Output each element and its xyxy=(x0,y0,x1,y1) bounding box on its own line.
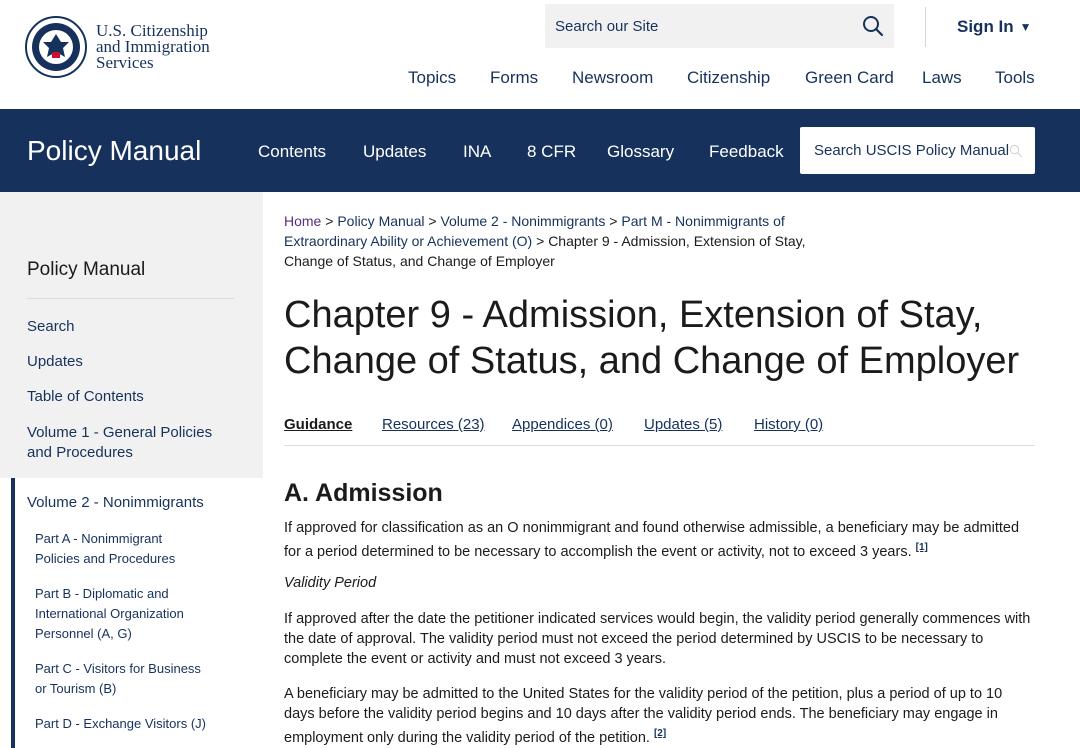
search-icon[interactable] xyxy=(862,15,884,37)
top-nav-tools[interactable]: Tools xyxy=(995,68,1035,87)
paragraph-beneficiary xyxy=(284,684,1035,748)
page-title-line2: Change of Status, and Change of Employer xyxy=(284,340,1020,382)
paragraph-admission xyxy=(284,518,1035,562)
site-search-placeholder: Search our Site xyxy=(555,17,659,35)
agency-line2: and Immigration xyxy=(96,37,210,56)
breadcrumb-row3 xyxy=(284,251,854,271)
sidebar-item-part-b[interactable] xyxy=(35,584,215,644)
section-heading: A. Admission xyxy=(284,479,443,507)
volume1-line1: Volume 1 - General Policies xyxy=(27,424,213,441)
sidebar-item-volume-2[interactable]: Volume 2 - Nonimmigrants xyxy=(27,494,204,511)
paragraph-beneficiary-text: A beneficiary may be admitted to the United States for the validity period of the petition, plus a period of up to 10 days before the validity period begins and 10 days after the validity period ends. The beneficiary may engage in employment only during the validity period of the petition. xyxy=(284,686,1003,746)
pm-nav-glossary[interactable]: Glossary xyxy=(607,142,675,161)
breadcrumb-separator: > xyxy=(325,213,334,229)
sidebar-title: Policy Manual xyxy=(27,259,146,280)
pm-nav-ina[interactable]: INA xyxy=(463,142,492,161)
sidebar-item-part-c[interactable] xyxy=(35,659,215,699)
sign-in-button[interactable] xyxy=(925,7,1032,47)
paragraph-validity: If approved after the date the petitioner indicated services would begin, the validity period generally commences with the date of approval. The validity period must not exceed the period determined by USCIS to be necessary to complete the event or activity and must not exceed 3 years. xyxy=(284,611,1031,667)
breadcrumb-part-line2[interactable]: Extraordinary Ability or Achievement (O) xyxy=(284,233,533,249)
part-a-line1: Part A - Nonimmigrant xyxy=(35,531,163,546)
part-a-line2: Policies and Procedures xyxy=(35,551,176,566)
sidebar-item-search[interactable]: Search xyxy=(27,318,75,335)
sidebar-item-part-a[interactable] xyxy=(35,529,215,569)
tab-history[interactable]: History (0) xyxy=(754,416,824,433)
pm-nav-updates[interactable]: Updates xyxy=(363,142,427,161)
site-search-input[interactable] xyxy=(545,4,894,48)
sidebar-divider xyxy=(27,298,234,299)
breadcrumb-policy-manual[interactable]: Policy Manual xyxy=(337,213,425,229)
page-title-line1: Chapter 9 - Admission, Extension of Stay, xyxy=(284,294,983,336)
sidebar-item-updates[interactable]: Updates xyxy=(27,353,83,370)
footnote-link-1[interactable]: [1] xyxy=(915,542,928,553)
tab-guidance[interactable]: Guidance xyxy=(284,416,353,433)
breadcrumb xyxy=(284,211,854,271)
breadcrumb-row2 xyxy=(284,231,854,251)
top-nav-newsroom[interactable]: Newsroom xyxy=(572,68,654,87)
page-title xyxy=(284,292,1044,384)
agency-name xyxy=(96,23,210,71)
breadcrumb-current-line2: Change of Status, and Change of Employer xyxy=(284,253,555,269)
agency-line1: U.S. Citizenship xyxy=(96,21,208,40)
policy-manual-title[interactable]: Policy Manual xyxy=(27,135,202,166)
breadcrumb-current-line1: Chapter 9 - Admission, Extension of Stay, xyxy=(548,233,806,249)
sidebar-item-table-of-contents[interactable]: Table of Contents xyxy=(27,388,144,405)
search-icon[interactable] xyxy=(1009,141,1023,161)
top-nav-forms[interactable]: Forms xyxy=(490,68,539,87)
breadcrumb-volume[interactable]: Volume 2 - Nonimmigrants xyxy=(440,213,606,229)
footnote-link-2[interactable]: [2] xyxy=(653,728,667,739)
top-nav xyxy=(0,68,1080,92)
tab-appendices[interactable]: Appendices (0) xyxy=(512,416,613,433)
part-c-line1: Part C - Visitors for Business xyxy=(35,661,201,676)
part-c-line2: or Tourism (B) xyxy=(35,681,117,696)
validity-period-heading: Validity Period xyxy=(284,575,377,591)
breadcrumb-part-line1[interactable]: Part M - Nonimmigrants of xyxy=(621,213,785,229)
sidebar-active-indicator xyxy=(11,478,15,748)
breadcrumb-separator: > xyxy=(536,233,545,249)
top-nav-laws[interactable]: Laws xyxy=(922,68,962,87)
caret-down-icon: ▼ xyxy=(1019,20,1032,34)
policy-manual-search-input[interactable] xyxy=(800,127,1035,174)
breadcrumb-row1 xyxy=(284,211,854,231)
top-nav-topics[interactable]: Topics xyxy=(408,68,457,87)
tab-resources[interactable]: Resources (23) xyxy=(382,416,485,433)
part-d-line1: Part D - Exchange Visitors (J) xyxy=(35,716,206,731)
part-b-line3: Personnel (A, G) xyxy=(35,626,132,641)
pm-search-placeholder: Search USCIS Policy Manual xyxy=(814,142,1010,159)
top-nav-green-card[interactable]: Green Card xyxy=(805,68,894,87)
agency-line3: Services xyxy=(96,53,154,72)
pm-nav-contents[interactable]: Contents xyxy=(258,142,327,161)
pm-nav-feedback[interactable]: Feedback xyxy=(709,142,784,161)
sidebar-item-volume-1[interactable] xyxy=(27,423,212,463)
part-b-line1: Part B - Diplomatic and xyxy=(35,586,169,601)
part-b-line2: International Organization xyxy=(35,606,184,621)
sign-in-label: Sign In xyxy=(957,17,1014,36)
breadcrumb-separator: > xyxy=(609,213,618,229)
paragraph-admission-text: If approved for classification as an O nonimmigrant and found otherwise admissible, a beneficiary may be admitted for a period determined to be necessary to accomplish the event or activity, not to exceed 3 years. xyxy=(284,520,1020,560)
top-nav-citizenship[interactable]: Citizenship xyxy=(687,68,771,87)
breadcrumb-home[interactable]: Home xyxy=(284,213,322,229)
breadcrumb-separator: > xyxy=(428,213,437,229)
site-header xyxy=(0,0,1080,109)
volume1-line2: and Procedures xyxy=(27,444,133,461)
policy-manual-bar xyxy=(0,109,1080,192)
sidebar-item-part-d[interactable] xyxy=(35,714,215,734)
tabs-divider xyxy=(284,445,1035,446)
pm-nav-8cfr[interactable]: 8 CFR xyxy=(527,142,577,161)
tab-updates[interactable]: Updates (5) xyxy=(644,416,723,433)
